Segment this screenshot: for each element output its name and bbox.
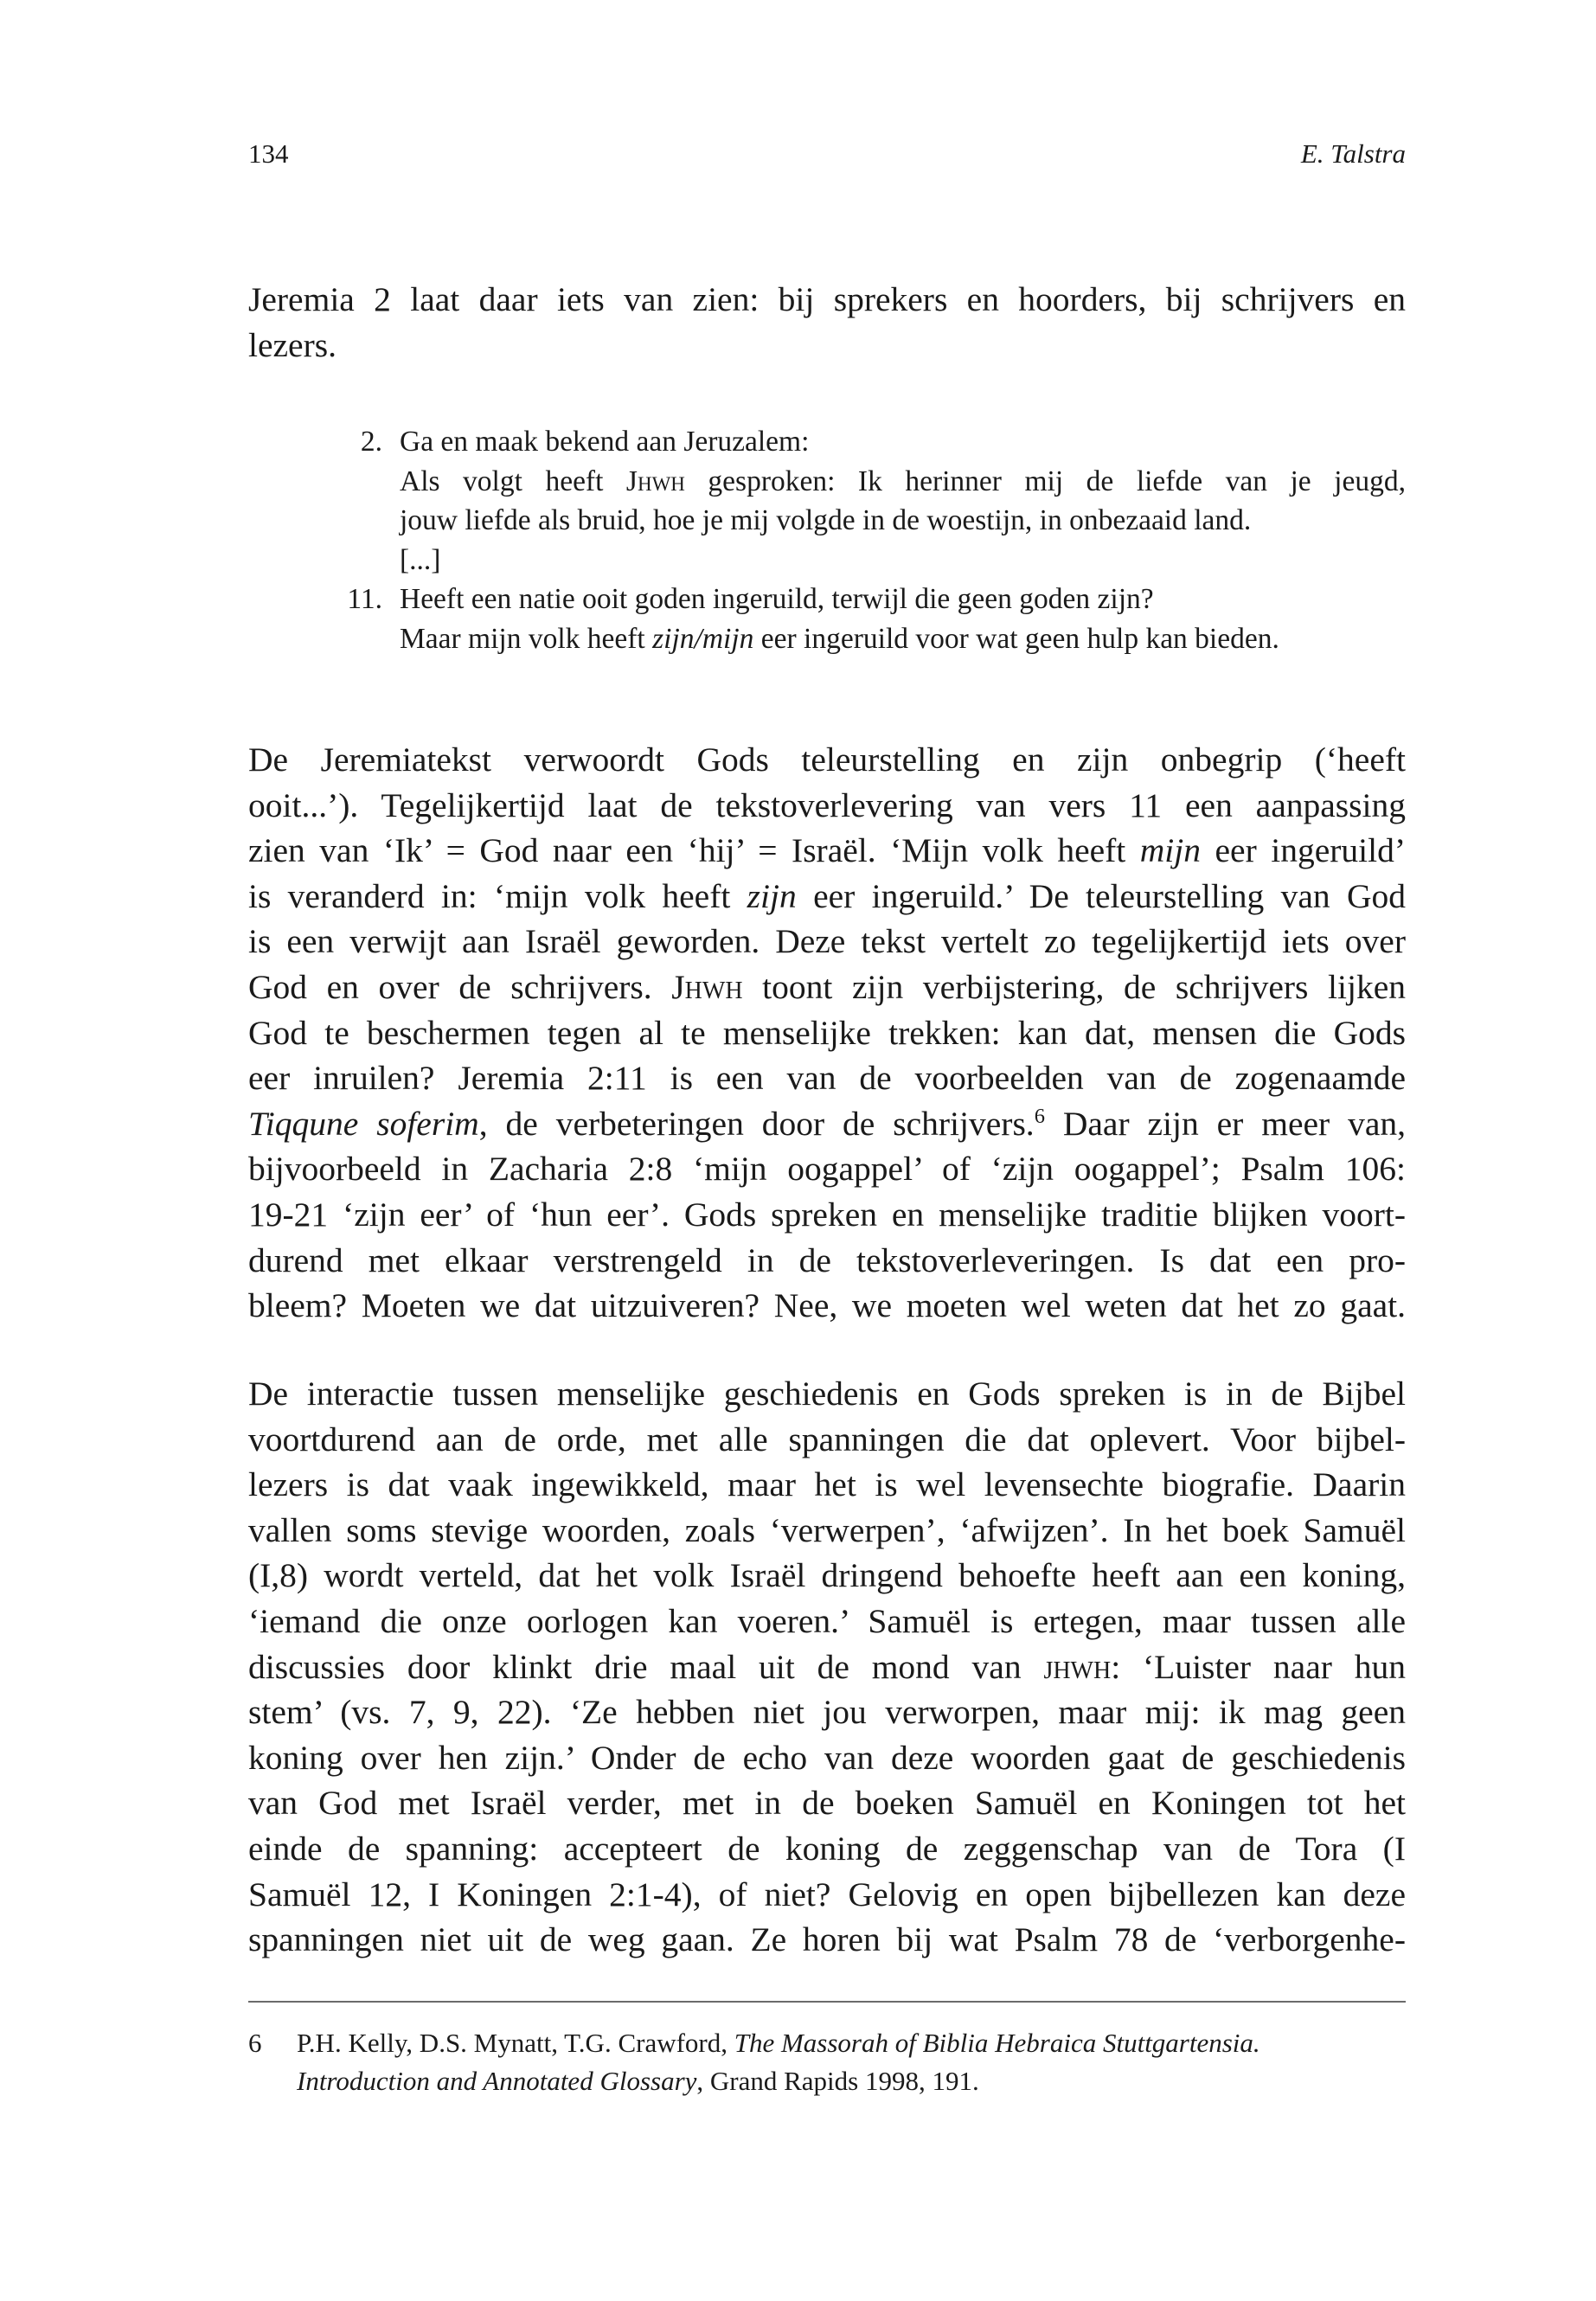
- divine-name: jhwh: [1043, 1647, 1112, 1686]
- quote-text: gesproken: Ik herinner mij de liefde van je jeugd,: [684, 465, 1406, 497]
- italic-term: Tiqqune soferim: [248, 1104, 479, 1143]
- footnote-run: , Grand Rapids 1998, 191.: [696, 2066, 979, 2096]
- verse-number: 11.: [347, 583, 382, 615]
- footnote-text: [297, 2024, 1406, 2100]
- text-line: [248, 874, 1406, 920]
- text-line: van God met Israël verder, met in de boeken Samuël en Koningen tot het: [248, 1784, 1406, 1823]
- text-run: zien van ‘Ik’ = God naar een ‘hij’ = Israël. ‘Mijn volk heeft: [248, 831, 1140, 870]
- paragraph-jeremiah-text: [248, 737, 1406, 1329]
- text-line: voortdurend aan de orde, met alle spanningen die dat oplevert. Voor bijbel-: [248, 1420, 1406, 1458]
- text-line: God te beschermen tegen al te menselijke trekken: kan dat, mensen die Gods: [248, 1013, 1406, 1052]
- text-line: einde de spanning: accepteert de koning de zeggenschap van de Tora (I: [248, 1829, 1406, 1868]
- divine-name: Jhwh: [625, 465, 685, 497]
- quote-verse-2: [320, 422, 1406, 580]
- footnote-number: 6: [248, 2028, 262, 2058]
- text-line: koning over hen zijn.’ Onder de echo van deze woorden gaat de geschiedenis: [248, 1738, 1406, 1777]
- footnote-title: Introduction and Annotated Glossary: [297, 2066, 697, 2096]
- text-line: (I,8) wordt verteld, dat het volk Israël dringend behoefte heeft aan een koning,: [248, 1556, 1406, 1595]
- text-line: Jeremia 2 laat daar iets van zien: bij sprekers en hoorders, bij schrijvers en: [248, 280, 1406, 318]
- text-run: God en over de schrijvers.: [248, 967, 672, 1006]
- quote-line: [...]: [400, 543, 441, 576]
- quote-text: Als volgt heeft: [400, 465, 626, 497]
- text-line: ‘iemand die onze oorlogen kan voeren.’ Samuël is ertegen, maar tussen alle: [248, 1601, 1406, 1640]
- paragraph-interaction: [248, 1371, 1406, 1963]
- footnote-6: [248, 2024, 1406, 2100]
- text-line: vallen soms stevige woorden, zoals ‘verwerpen’, ‘afwijzen’. In het boek Samuël: [248, 1510, 1406, 1549]
- text-line: lezers is dat vaak ingewikkeld, maar het is wel levensechte biografie. Daarin: [248, 1465, 1406, 1504]
- text-run: eer ingeruild’: [1201, 831, 1406, 870]
- text-run: is veranderd in: ‘mijn volk heeft: [248, 876, 747, 915]
- quote-text: Maar mijn volk heeft: [400, 622, 653, 655]
- footnote-marker[interactable]: 6: [1034, 1104, 1045, 1128]
- intro-paragraph: [248, 277, 1406, 368]
- text-line: is een verwijt aan Israël geworden. Deze tekst vertelt zo tegelijkertijd iets over: [248, 922, 1406, 961]
- text-line: [248, 828, 1406, 874]
- text-line: [248, 1644, 1406, 1690]
- text-line: lezers.: [248, 325, 337, 364]
- quote-text: eer ingeruild voor wat geen hulp kan bieden.: [753, 622, 1279, 655]
- quote-line: Heeft een natie ooit goden ingeruild, terwijl die geen goden zijn?: [400, 583, 1154, 615]
- text-run: Daar zijn er meer van,: [1044, 1104, 1406, 1143]
- text-run: , de verbeteringen door de schrijvers.: [478, 1104, 1035, 1143]
- footnote-separator: [248, 2001, 1406, 2003]
- quote-line: Ga en maak bekend aan Jeruzalem:: [400, 426, 810, 458]
- italic-word: zijn: [747, 876, 797, 915]
- text-run: eer ingeruild.’ De teleurstelling van God: [796, 876, 1406, 915]
- footnote-run: P.H. Kelly, D.S. Mynatt, T.G. Crawford,: [297, 2028, 734, 2058]
- quote-line: jouw liefde als bruid, hoe je mij volgde in de woestijn, in onbezaaid land.: [400, 504, 1252, 536]
- quote-verse-11: [320, 580, 1406, 658]
- block-quote-jeremiah: [320, 422, 1406, 658]
- verse-number: 2.: [360, 426, 382, 458]
- text-line: durend met elkaar verstrengeld in de tekstoverleveringen. Is dat een pro-: [248, 1240, 1406, 1279]
- text-line: De Jeremiatekst verwoordt Gods teleurstelling en zijn onbegrip (‘heeft: [248, 740, 1406, 779]
- italic-word: mijn: [1139, 831, 1202, 870]
- text-line: [248, 965, 1406, 1010]
- text-line: stem’ (vs. 7, 9, 22). ‘Ze hebben niet jou verworpen, maar mij: ik mag geen: [248, 1693, 1406, 1732]
- text-line: Samuël 12, I Koningen 2:1-4), of niet? Gelovig en open bijbellezen kan deze: [248, 1875, 1406, 1913]
- text-line: eer inruilen? Jeremia 2:11 is een van de voorbeelden van de zogenaamde: [248, 1059, 1406, 1098]
- text-run: : ‘Luister naar hun: [1111, 1647, 1406, 1686]
- text-line: 19-21 ‘zijn eer’ of ‘hun eer’. Gods spreken en menselijke traditie blijken voort-: [248, 1195, 1406, 1234]
- running-head-author: E. Talstra: [1300, 138, 1406, 169]
- text-run: toont zijn verbijstering, de schrijvers lijken: [742, 967, 1406, 1006]
- footnote-title: The Massorah of Biblia Hebraica Stuttgartensia.: [734, 2028, 1260, 2058]
- text-line: bleem? Moeten we dat uitzuiveren? Nee, we moeten wel weten dat het zo gaat.: [248, 1286, 1406, 1325]
- text-line: [248, 1101, 1406, 1147]
- page-number: 134: [248, 138, 289, 169]
- text-line: De interactie tussen menselijke geschiedenis en Gods spreken is in de Bijbel: [248, 1375, 1406, 1413]
- quote-line: [400, 619, 1406, 659]
- quote-italic: zijn/mijn: [652, 622, 754, 655]
- text-line: bijvoorbeeld in Zacharia 2:8 ‘mijn oogappel’ of ‘zijn oogappel’; Psalm 106:: [248, 1150, 1406, 1189]
- text-run: discussies door klinkt drie maal uit de mond van: [248, 1647, 1044, 1686]
- text-line: spanningen niet uit de weg gaan. Ze horen bij wat Psalm 78 de ‘verborgenhe-: [248, 1920, 1406, 1959]
- divine-name: Jhwh: [671, 967, 743, 1006]
- text-line: ooit...’). Tegelijkertijd laat de tekstoverlevering van vers 11 een aanpassing: [248, 785, 1406, 824]
- quote-line: [400, 462, 1406, 502]
